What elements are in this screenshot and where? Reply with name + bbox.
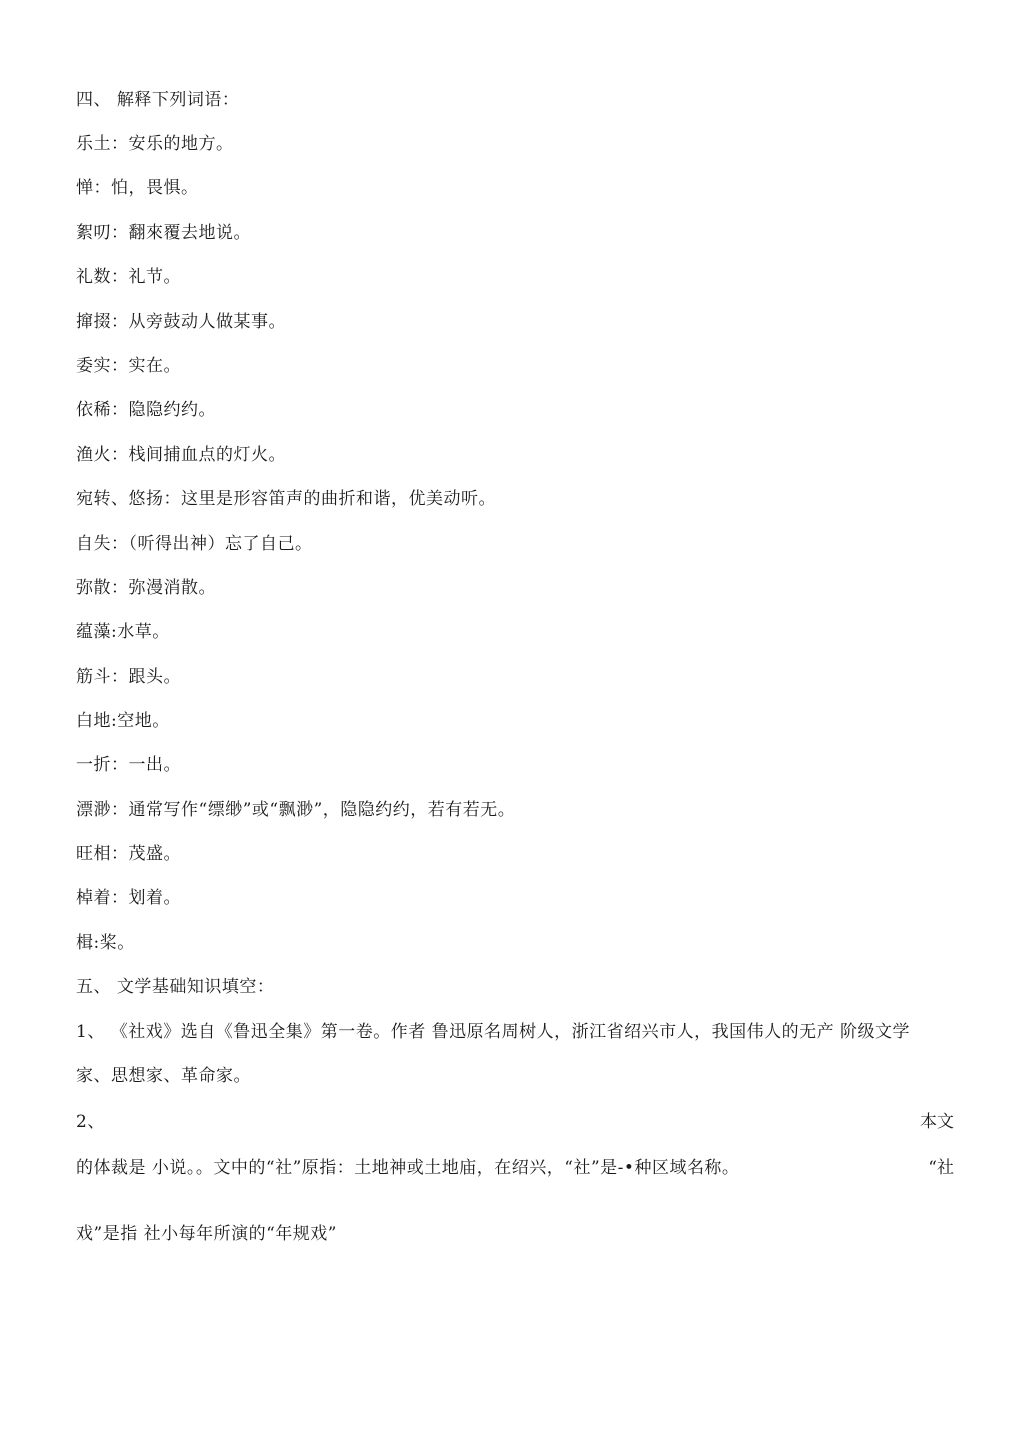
term-definition: 渔火：栈间捕血点的灯火。 — [76, 445, 286, 465]
term-definition: 依稀：隐隐约约。 — [76, 400, 216, 420]
item-2-line-2-right: “社 — [928, 1158, 954, 1178]
term-definition: 自失：（听得出神）忘了自己。 — [76, 534, 313, 554]
term-definition: 惮：怕，畏惧。 — [76, 178, 199, 198]
term-definition: 宛转、悠扬：这里是形容笛声的曲折和谐，优美动听。 — [76, 489, 496, 509]
term-definition: 楫:桨。 — [76, 933, 135, 953]
item-2-number: 2、 — [76, 1112, 105, 1132]
section-5-heading: 五、 文学基础知识填空： — [76, 977, 275, 997]
term-definition: 絮叨：翻來覆去地说。 — [76, 223, 251, 243]
item-1-line-2: 家、思想家、革命家。 — [76, 1066, 251, 1086]
term-definition: 礼数：礼节。 — [76, 267, 181, 287]
term-definition: 弥散：弥漫消散。 — [76, 578, 216, 598]
term-definition: 一折：一出。 — [76, 755, 181, 775]
term-definition: 筋斗：跟头。 — [76, 667, 181, 687]
term-definition: 白地:空地。 — [76, 711, 170, 731]
section-4-heading: 四、 解释下列词语： — [76, 90, 240, 110]
term-definition: 乐土：安乐的地方。 — [76, 134, 234, 154]
item-1-line-1: 1、 《社戏》选自《鲁迅全集》第一卷。作者 鲁迅原名周树人，浙江省绍兴市人，我国伟人的无产 阶级文学 — [76, 1022, 911, 1042]
term-definition: 撺掇：从旁鼓动人做某事。 — [76, 312, 286, 332]
item-2-line-3: 戏”是指 社小每年所演的“年规戏” — [76, 1224, 337, 1244]
term-definition: 蕴藻:水草。 — [76, 622, 170, 642]
term-definition: 棹着：划着。 — [76, 888, 181, 908]
term-definition: 漂渺：通常写作“缥缈”或“飘渺”，隐隐约约，若有若无。 — [76, 800, 516, 820]
item-2-right-text: 本文 — [920, 1112, 954, 1132]
term-definition: 委实：实在。 — [76, 356, 181, 376]
item-2-line-2: 的体裁是 小说。。文中的“社”原指：土地神或土地庙，在绍兴，“社”是-•种区域名称。 — [76, 1158, 740, 1178]
term-definition: 旺相：茂盛。 — [76, 844, 181, 864]
